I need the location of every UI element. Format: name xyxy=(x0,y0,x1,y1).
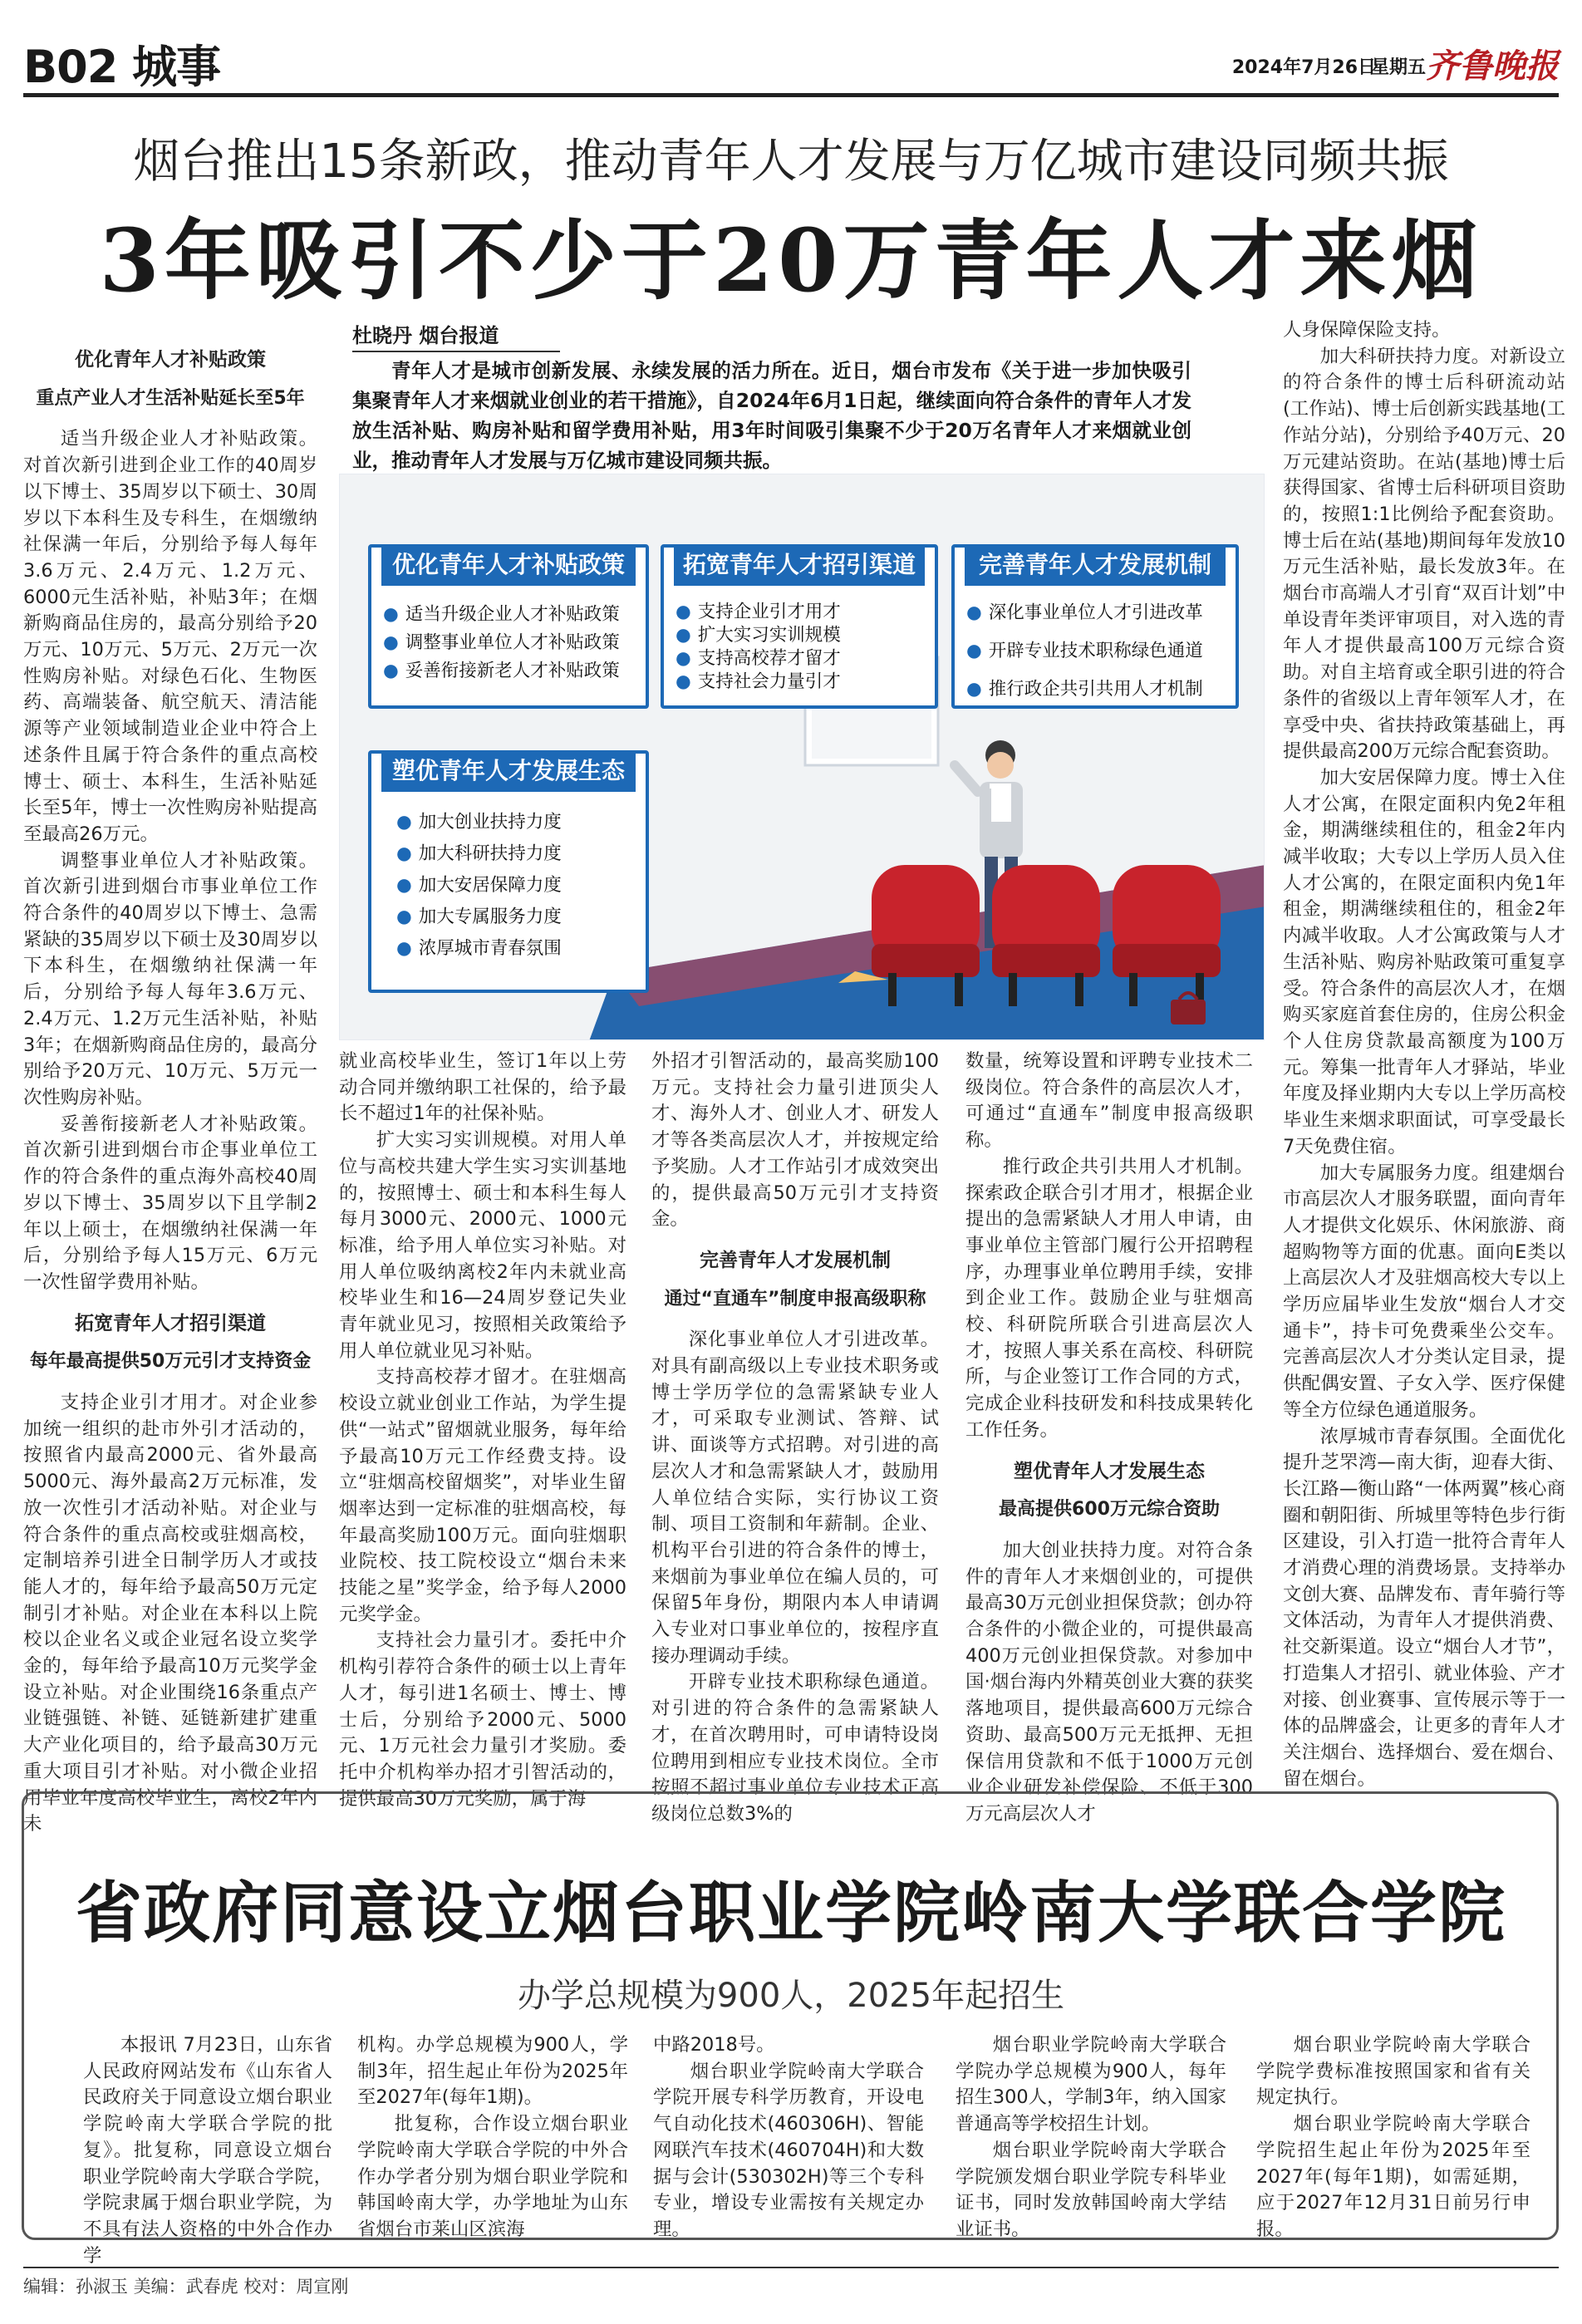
paragraph: 批复称，合作设立烟台职业学院岭南大学联合学院的中外合作办学者分别为烟台职业学院和韩国岭南大学，办学地址为山东省烟台市莱山区滨海 xyxy=(357,2113,628,2240)
box-title: 塑优青年人才发展生态 xyxy=(381,750,636,792)
paragraph: 调整事业单位人才补贴政策。首次新引进到烟台市事业单位工作符合条件的40周岁以下博士、急需紧缺的35周岁以下硕士及30周岁以下本科生，在烟缴纳社保满一年后，分别给予每人每年3.6万元、2.4万元、1.2万元生活补贴，补贴3年；在烟新购商品住房的，最高分别给予20万元、10万元、5万元一次性购房补贴。 xyxy=(23,849,317,1108)
paragraph: 烟台职业学院岭南大学联合学院办学总规模为900人，每年招生300人，学制3年，纳入国家普通高等学校招生计划。 xyxy=(956,2034,1226,2135)
box-list xyxy=(396,807,639,965)
article-column-2 xyxy=(339,1049,626,1812)
page-section-code: B02 城事 xyxy=(23,41,221,93)
article-subhead: 烟台推出15条新政，推动青年人才发展与万亿城市建设同频共振 xyxy=(133,135,1449,189)
policy-infographic xyxy=(339,474,1265,1040)
paragraph: 人身保障保险支持。 xyxy=(1283,319,1451,341)
paragraph: 加大安居保障力度。博士入住人才公寓，在限定面积内免2年租金，期满继续租住的，租金2年内减半收取；大专以上学历人员入住人才公寓的，在限定面积内免1年租金，期满继续租住的，租金2年内减半收取。人才公寓政策与人才生活补贴、购房补贴政策可重复享受。符合条件的高层次人才，在烟购买家庭首套住房的，住房公积金个人住房贷款最高额度为100万元。筹集一批青年人才驿站，毕业年度及择业期内大专以上学历高校毕业生来烟求职面试，可享受最长7天免费住宿。 xyxy=(1283,766,1565,1157)
footer-rule xyxy=(23,2267,1559,2268)
article-column-4 xyxy=(965,1049,1253,1828)
paragraph: 外招才引智活动的，最高奖励100万元。支持社会力量引进顶尖人才、海外人才、创业人才、研发人才等各类高层次人才，并按规定给予奖励。人才工作站引才成效突出的，提供最高50万元引才支持资金。 xyxy=(651,1050,939,1231)
section-subheading: 重点产业人才生活补贴延长至5年 xyxy=(36,387,305,409)
byline: 杜晓丹 烟台报道 xyxy=(352,324,499,347)
paragraph: 加大创业扶持力度。对符合条件的青年人才来烟创业的，可提供最高30万元创业担保贷款；创办符合条件的小微企业的，可提供最高400万元创业担保贷款。对参加中国·烟台海内外精英创业大赛的获奖落地项目，提供最高600万元综合资助、最高500万元无抵押、无担保信用贷款和不低于1000万元创业企业研发补偿保险、不低于300万元高层次人才 xyxy=(965,1539,1253,1825)
page-credits: 编辑：孙淑玉 美编：武春虎 校对：周宣刚 xyxy=(23,2277,349,2297)
lead-paragraph: 青年人才是城市创新发展、永续发展的活力所在。近日，烟台市发布《关于进一步加快吸引集聚青年人才来烟就业创业的若干措施》，自2024年6月1日起，继续面向符合条件的青年人才发放生活补贴、购房补贴和留学费用补贴，用3年时间吸引集聚不少于20万名青年人才来烟就业创业，推动青年人才发展与万亿城市建设同频共振。 xyxy=(352,359,1191,472)
page-header xyxy=(23,25,1559,91)
paragraph: 推行政企共引共用人才机制。探索政企联合引才用才，根据企业提出的急需紧缺人才用人申请，由事业单位主管部门履行公开招聘程序，办理事业单位聘用手续，安排到企业工作。鼓励企业与驻烟高校、科研院所联合引进高层次人才，按照人事关系在高校、科研院所，与企业签订工作合同的方式，完成企业科技研发和科技成果转化工作任务。 xyxy=(965,1155,1253,1441)
box-title: 完善青年人才发展机制 xyxy=(965,544,1226,586)
box-item: ● 深化事业单位人才引进改革 xyxy=(966,594,1229,632)
section-heading: 塑优青年人才发展生态 xyxy=(1014,1460,1205,1482)
box-item: ● 加大安居保障力度 xyxy=(396,870,639,902)
paragraph: 妥善衔接新老人才补贴政策。首次新引进到烟台市企事业单位工作的符合条件的重点海外高校40周岁以下博士、35周岁以下且学制2年以上硕士，在烟缴纳社保满一年后，分别给予每人15万元、6万元一次性留学费用补贴。 xyxy=(23,1113,317,1293)
paragraph: 烟台职业学院岭南大学联合学院学费标准按照国家和省有关规定执行。 xyxy=(1256,2034,1530,2109)
box-item: ● 支持企业引才用才 xyxy=(676,601,928,624)
box-item: ● 支持社会力量引才 xyxy=(676,671,928,694)
section-heading: 优化青年人才补贴政策 xyxy=(75,349,266,371)
paragraph: 浓厚城市青春氛围。全面优化提升芝罘湾—南大街，迎春大街、长江路—衡山路“一体两翼”核心商圈和朝阳街、所城里等特色步行街区建设，引入打造一批符合青年人才消费心理的消费场景。支持举办文创大赛、品牌发布、青年骑行等文体活动，为青年人才提供消费、社交新渠道。设立“烟台人才节”，打造集人才招引、就业体验、产才对接、创业赛事、宣传展示等于一体的品牌盛会，让更多的青年人才关注烟台、选择烟台、爱在烟台、留在烟台。 xyxy=(1283,1425,1565,1790)
paragraph: 加大科研扶持力度。对新设立的符合条件的博士后科研流动站(工作站)、博士后创新实践基地(工作站分站)，分别给予40万元、20万元建站资助。在站(基地)博士后获得国家、省博士后科研项目资助的，按照1:1比例给予配套资助。博士后在站(基地)期间每年发放10万元生活补贴，最长发放3年。在烟台市高端人才引育“双百计划”中单设青年类评审项目，对入选的青年人才提供最高100万元综合资助。对自主培育或全职引进的符合条件的省级以上青年领军人才，在享受中央、省扶持政策基础上，再提供最高200万元综合配套资助。 xyxy=(1283,345,1565,763)
paragraph: 就业高校毕业生，签订1年以上劳动合同并缴纳职工社保的，给予最长不超过1年的社保补贴。 xyxy=(339,1050,626,1125)
paragraph: 中路2018号。 xyxy=(653,2034,775,2056)
policy-box-subsidy xyxy=(368,544,649,709)
box-list xyxy=(966,594,1229,709)
section-subheading: 通过“直通车”制度申报高级职称 xyxy=(664,1288,926,1309)
box-item: ● 支持高校荐才留才 xyxy=(676,647,928,671)
second-article-column-2 xyxy=(357,2032,628,2243)
second-article-headline: 省政府同意设立烟台职业学院岭南大学联合学院 xyxy=(76,1874,1506,1952)
box-item: ● 加大创业扶持力度 xyxy=(396,807,639,838)
issue-date: 2024年7月26日 xyxy=(1231,57,1376,78)
paragraph: 烟台职业学院岭南大学联合学院颁发烟台职业学院专科毕业证书，同时发放韩国岭南大学结业证书。 xyxy=(956,2139,1226,2240)
box-item: ● 加大科研扶持力度 xyxy=(396,838,639,870)
box-item: ● 加大专属服务力度 xyxy=(396,902,639,933)
paragraph: 深化事业单位人才引进改革。对具有副高级以上专业技术职务或博士学历学位的急需紧缺专业人才，可采取专业测试、答辩、试讲、面谈等方式招聘。对引进的高层次人才和急需紧缺人才，鼓励用人单位结合实际，实行协议工资制、项目工资制和年薪制。企业、机构平台引进的符合条件的博士，来烟前为事业单位在编人员的，可保留5年身份，期限内本人申请调入专业对口事业单位的，按程序直接办理调动手续。 xyxy=(651,1329,939,1667)
issue-weekday: 星期五 xyxy=(1370,57,1426,78)
paragraph: 烟台职业学院岭南大学联合学院开展专科学历教育，开设电气自动化技术(460306H)、智能网联汽车技术(460704H)和大数据与会计(530302H)等三个专科专业，增设专业需按有关规定办理。 xyxy=(653,2060,924,2240)
byline-rule xyxy=(352,351,560,352)
box-title: 拓宽青年人才招引渠道 xyxy=(674,544,925,586)
article-column-3 xyxy=(651,1049,939,1828)
paragraph: 支持企业引才用才。对企业参加统一组织的赴市外引才活动的，按照省内最高2000元、省外最高5000元、海外最高2万元标准，发放一次性引才活动补贴。对企业与符合条件的重点高校或驻烟高校，定制培养引进全日制学历人才或技能人才的，每年给予最高50万元定制引才补贴。对企业在本科以上院校以企业名义或企业冠名设立奖学金的，每年给予最高10万元奖学金设立补贴。对企业围绕16条重点产业链强链、补链、延链新建扩建重大产业化项目的，给予最高30万元重大项目引才补贴。对小微企业招用毕业年度高校毕业生，离校2年内未 xyxy=(23,1392,317,1835)
policy-box-channels xyxy=(661,544,938,709)
box-list xyxy=(676,601,928,694)
article-headline: 3年吸引不少于20万青年人才来烟 xyxy=(99,209,1483,312)
paragraph: 烟台职业学院岭南大学联合学院招生起止年份为2025年至2027年(每年1期)，如需延期，应于2027年12月31日前另行申报。 xyxy=(1256,2113,1530,2240)
paragraph: 机构。办学总规模为900人，学制3年，招生起止年份为2025年至2027年(每年1期)。 xyxy=(357,2034,628,2109)
header-rule xyxy=(23,93,1559,97)
box-item: ● 浓厚城市青春氛围 xyxy=(396,933,639,965)
article-column-1 xyxy=(23,332,317,1838)
paragraph: 本报讯 7月23日，山东省人民政府网站发布《山东省人民政府关于同意设立烟台职业学院岭南大学联合学院的批复》。批复称，同意设立烟台职业学院岭南大学联合学院，学院隶属于烟台职业学院，为不具有法人资格的中外合作办学 xyxy=(83,2034,332,2267)
second-article-subhead: 办学总规模为900人，2025年起招生 xyxy=(517,1977,1065,2015)
paragraph: 扩大实习实训规模。对用人单位与高校共建大学生实习实训基地的，按照博士、硕士和本科生每人每月3000元、2000元、1000元标准，给予用人单位实习补贴。对用人单位吸纳离校2年内未就业高校毕业生和16—24周岁登记失业青年就业见习，按照相关政策给予用人单位就业见习补贴。 xyxy=(339,1129,626,1362)
policy-box-ecosystem xyxy=(368,750,649,993)
second-article-column-1 xyxy=(83,2032,332,2269)
box-item: ● 扩大实习实训规模 xyxy=(676,624,928,647)
section-heading: 完善青年人才发展机制 xyxy=(700,1249,891,1271)
box-list xyxy=(383,601,639,685)
paragraph: 支持社会力量引才。委托中介机构引荐符合条件的硕士以上青年人才，每引进1名硕士、博士、博士后，分别给予2000元、5000元、1万元社会力量引才奖励。委托中介机构举办招才引智活动的，提供最高30万元奖励，属于海 xyxy=(339,1629,626,1810)
section-subheading: 每年最高提供50万元引才支持资金 xyxy=(29,1351,312,1373)
box-item: ● 适当升级企业人才补贴政策 xyxy=(383,601,639,629)
box-item: ● 开辟专业技术职称绿色通道 xyxy=(966,632,1229,671)
paragraph: 加大专属服务力度。组建烟台市高层次人才服务联盟，面向青年人才提供文化娱乐、休闲旅游、商超购物等方面的优惠。面向E类以上高层次人才及驻烟高校大专以上学历应届毕业生发放“烟台人才交通卡”，持卡可免费乘坐公交车。完善高层次人才分类认定目录，提供配偶安置、子女入学、医疗保健等全方位绿色通道服务。 xyxy=(1283,1162,1565,1421)
article-column-right xyxy=(1283,317,1565,1792)
policy-box-mechanism xyxy=(951,544,1239,709)
second-article-column-5 xyxy=(1256,2032,1530,2243)
paragraph: 数量，统筹设置和评聘专业技术二级岗位。符合条件的高层次人才，可通过“直通车”制度申报高级职称。 xyxy=(965,1050,1253,1152)
box-item: ● 妥善衔接新老人才补贴政策 xyxy=(383,657,639,685)
second-article-column-3 xyxy=(653,2032,924,2243)
box-item: ● 推行政企共引共用人才机制 xyxy=(966,671,1229,709)
box-item: ● 调整事业单位人才补贴政策 xyxy=(383,629,639,657)
paragraph: 开辟专业技术职称绿色通道。对引进的符合条件的急需紧缺人才，在首次聘用时，可申请特设岗位聘用到相应专业技术岗位。全市按照不超过事业单位专业技术正高级岗位总数3%的 xyxy=(651,1671,939,1825)
section-heading: 拓宽青年人才招引渠道 xyxy=(75,1312,266,1334)
box-title: 优化青年人才补贴政策 xyxy=(381,544,636,586)
paragraph: 支持高校荐才留才。在驻烟高校设立就业创业工作站，为学生提供“一站式”留烟就业服务，每年给予最高10万元工作经费支持。设立“驻烟高校留烟奖”，对毕业生留烟率达到一定标准的驻烟高校，每年最高奖励100万元。面向驻烟职业院校、技工院校设立“烟台未来技能之星”奖学金，给予每人2000元奖学金。 xyxy=(339,1366,626,1625)
second-article-column-4 xyxy=(956,2032,1226,2243)
paragraph: 适当升级企业人才补贴政策。对首次新引进到企业工作的40周岁以下博士、35周岁以下硕士、30周岁以下本科生及专科生，在烟缴纳社保满一年后，分别给予每人每年3.6万元、2.4万元、1.2万元、6000元生活补贴，补贴3年；在烟新购商品住房的，最高分别给予20万元、10万元、5万元、2万元一次性购房补贴。对绿色石化、生物医药、高端装备、航空航天、清洁能源等产业领域制造业企业中符合上述条件且属于符合条件的重点高校博士、硕士、本科生，生活补贴延长至5年，博士一次性购房补贴提高至最高26万元。 xyxy=(23,428,317,845)
newspaper-masthead: 齐鲁晚报 xyxy=(1426,47,1559,86)
section-subheading: 最高提供600万元综合资助 xyxy=(999,1499,1220,1521)
